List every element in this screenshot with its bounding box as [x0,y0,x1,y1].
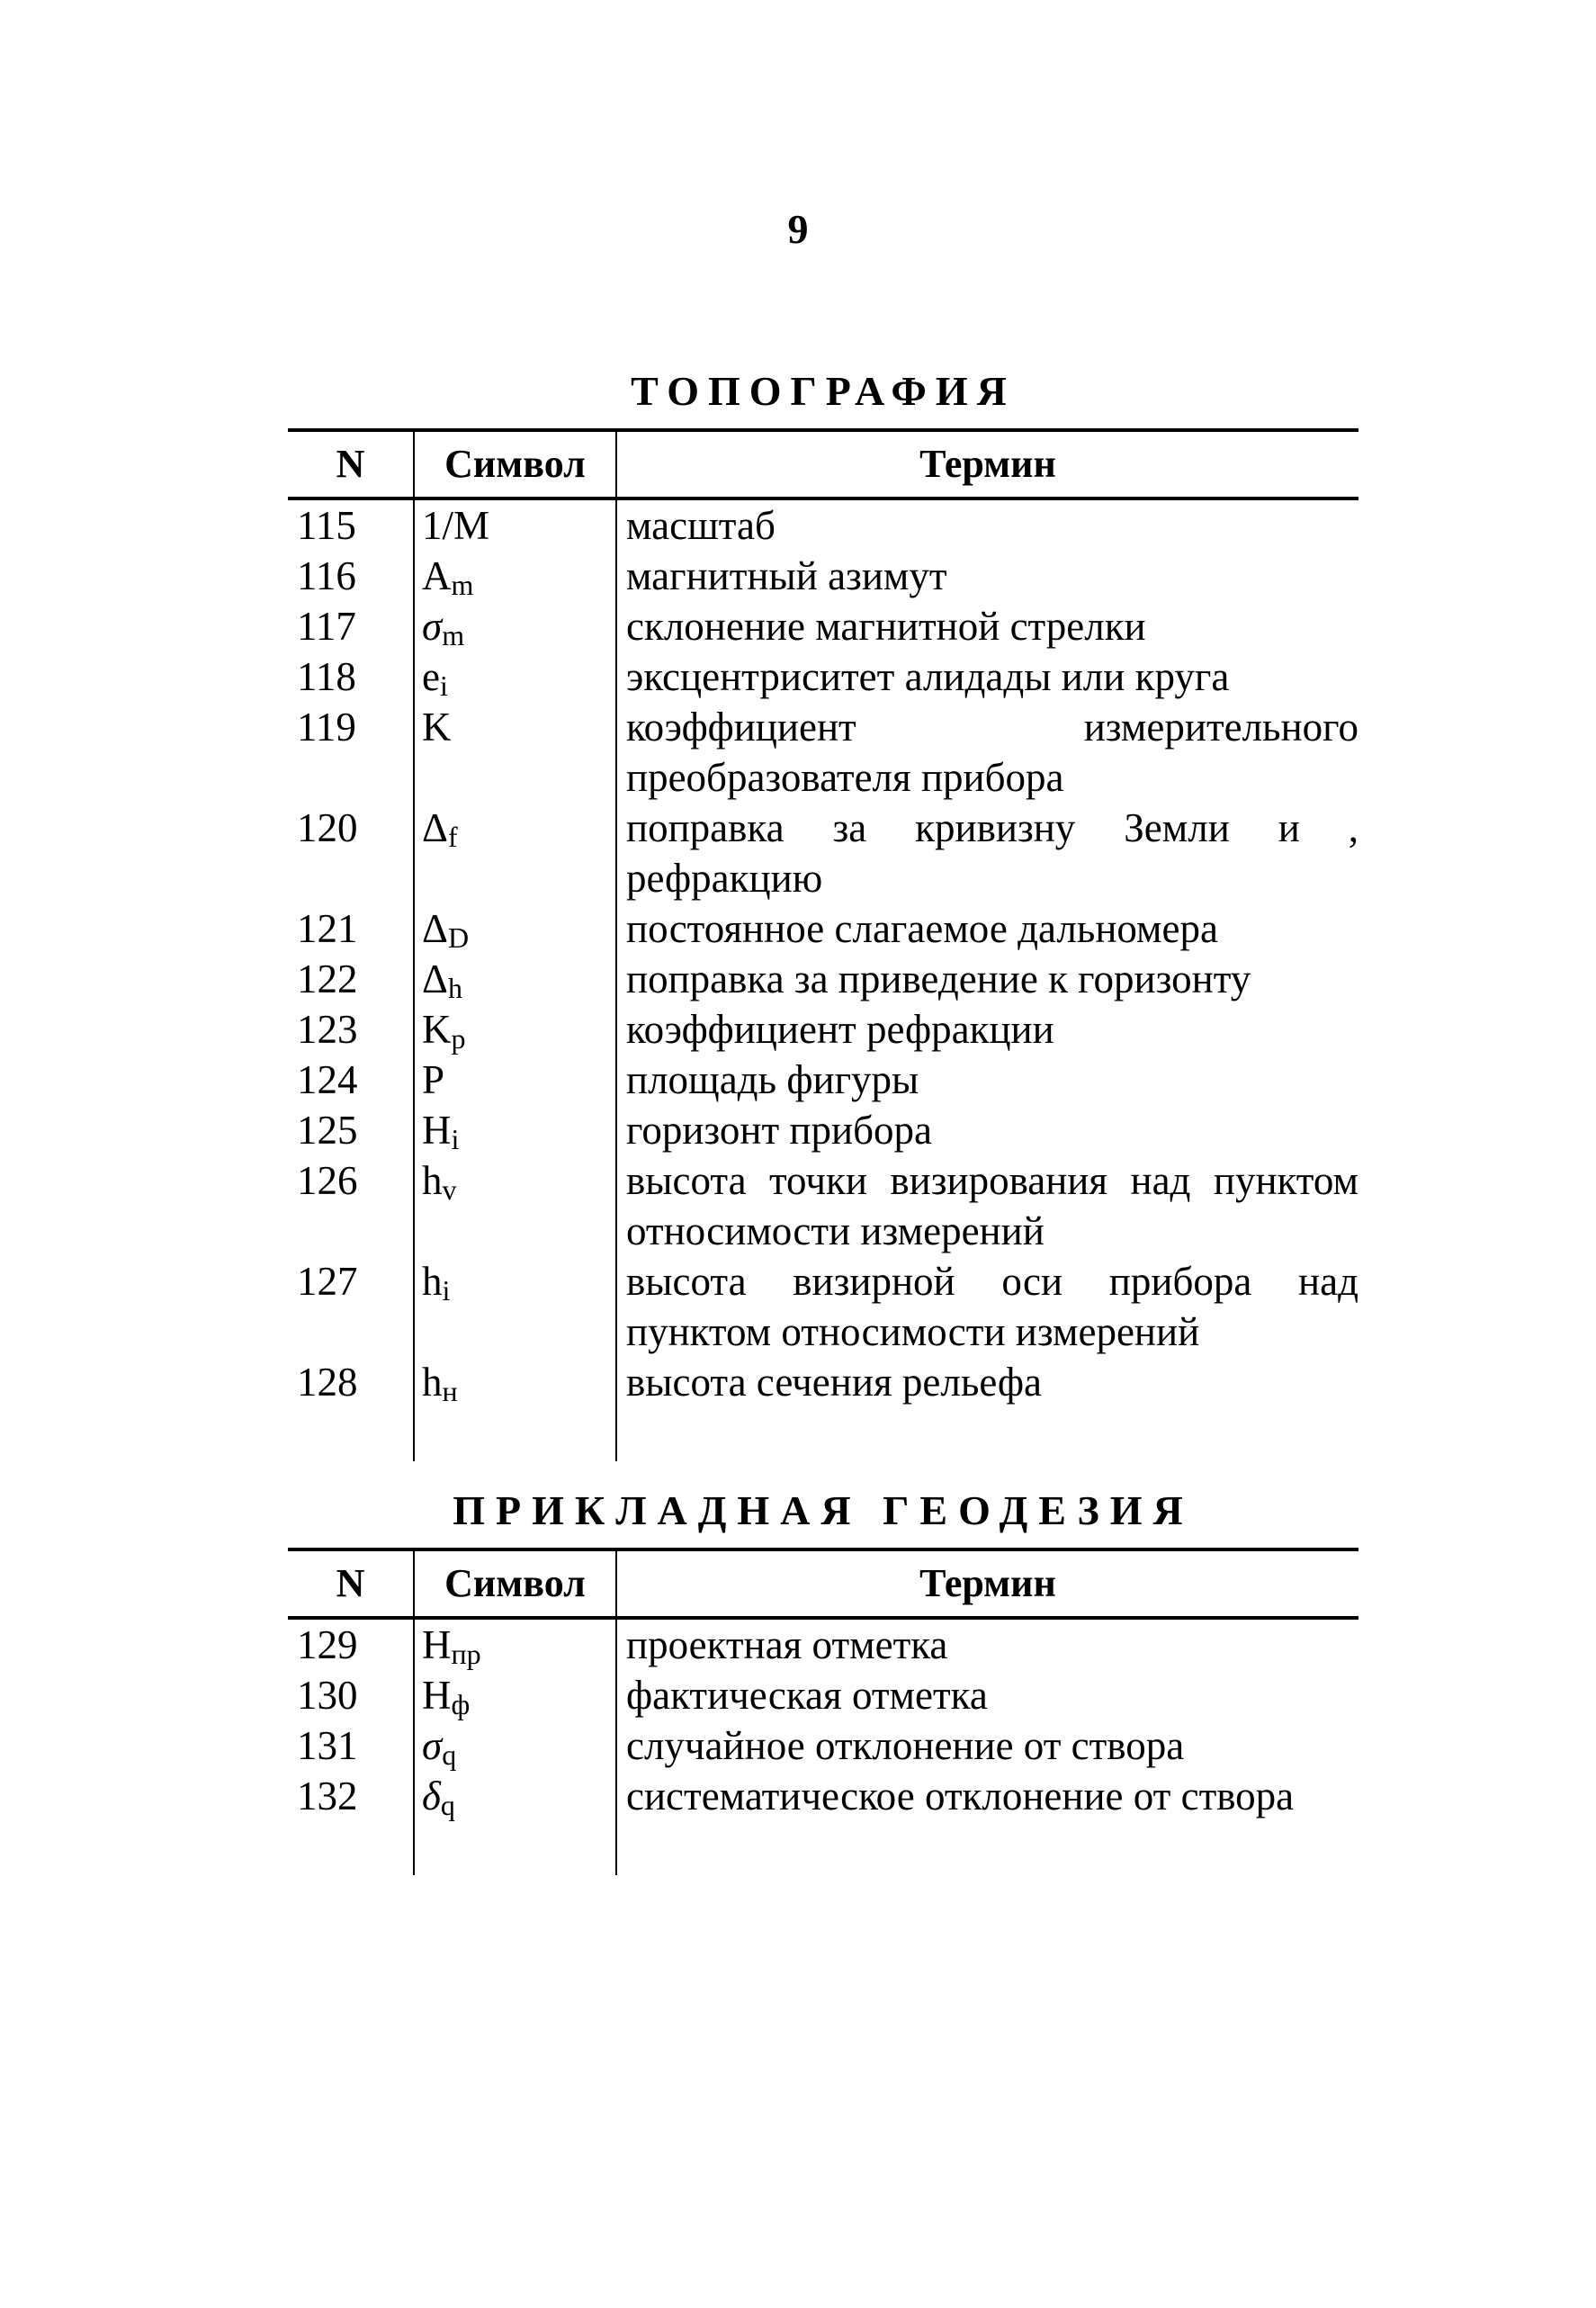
row-number: 116 [297,553,356,598]
symbol-subscript: f [447,821,458,853]
row-number: 120 [297,805,358,850]
column-header-number: N [336,442,365,486]
symbol-main: H [422,1673,452,1718]
table-row [288,1720,1358,1771]
row-term: масштаб [616,498,1358,551]
applied-geodesy-symbols-table [288,1548,1358,1875]
symbol-main: H [422,1622,452,1667]
symbol-subscript: h [447,972,462,1004]
row-term: площадь фигуры [616,1055,1358,1105]
table-row [288,651,1358,702]
spacer-cell [288,1407,414,1461]
section-title-topography: ТОПОГРАФИЯ [631,368,1016,414]
symbol-subscript: m [451,569,474,601]
row-number: 131 [297,1723,358,1768]
symbol-main: H [422,1108,452,1153]
table-row [288,1105,1358,1155]
table-row [288,1771,1358,1821]
row-number: 127 [297,1259,358,1304]
row-symbol [414,551,616,601]
row-symbol [414,1357,616,1407]
table-spacer-row [288,1407,1358,1461]
symbol-main: h [422,1158,443,1203]
table-row [288,1055,1358,1105]
row-term: случайное отклонение от створа [616,1720,1358,1771]
row-term: высота сечения рельефа [616,1357,1358,1407]
row-term: эксцентриситет алидады или круга [616,651,1358,702]
column-header-term: Термин [616,1549,1358,1618]
row-term: склонение магнитной стрелки [616,601,1358,651]
row-term: коэффициент рефракции [616,1004,1358,1055]
row-symbol [414,1055,616,1105]
topography-symbols-table [288,428,1358,1461]
table-row [288,1670,1358,1720]
row-term: проектная отметка [616,1618,1358,1670]
row-number: 126 [297,1158,358,1203]
row-symbol [414,1004,616,1055]
symbol-subscript: ф [451,1688,471,1720]
symbol-main: Δ [422,805,448,850]
row-symbol [414,1618,616,1670]
table-row [288,1357,1358,1407]
symbol-main: h [422,1259,443,1304]
spacer-cell [616,1407,1358,1461]
row-symbol [414,1771,616,1821]
symbol-main: P [422,1057,445,1102]
table-row [288,498,1358,551]
symbol-subscript: D [447,921,470,954]
row-number: 121 [297,906,358,951]
row-term: поправка за приведение к горизонту [616,954,1358,1004]
row-number: 118 [297,654,356,699]
table-row [288,601,1358,651]
row-number: 122 [297,956,358,1001]
column-header-symbol: Символ [414,430,616,498]
table-row [288,803,1358,903]
symbol-main: σ [422,1723,443,1768]
row-symbol [414,601,616,651]
symbol-subscript: i [439,669,448,702]
symbol-subscript: q [440,1789,455,1821]
row-term: высота визирной оси прибора над пунктом относимости измерений [616,1256,1358,1357]
symbol-subscript: v [442,1173,457,1206]
row-symbol [414,1155,616,1256]
row-term: магнитный азимут [616,551,1358,601]
symbol-main: h [422,1360,443,1405]
row-symbol [414,651,616,702]
table-header-row [288,430,1358,498]
row-symbol [414,803,616,903]
row-symbol [414,1256,616,1357]
column-header-term: Термин [616,430,1358,498]
row-symbol [414,1720,616,1771]
row-number: 119 [297,705,356,750]
row-term: фактическая отметка [616,1670,1358,1720]
table-row [288,1004,1358,1055]
row-number: 128 [297,1360,358,1405]
symbol-main: σ [422,604,443,649]
row-symbol [414,1105,616,1155]
row-number: 115 [297,503,356,548]
table-header-row [288,1549,1358,1618]
row-term: высота точки визирования над пунктом относимости измерений [616,1155,1358,1256]
symbol-subscript: i [451,1123,460,1155]
symbol-main: Δ [422,906,448,951]
table-spacer-row [288,1821,1358,1875]
table-row [288,1618,1358,1670]
symbol-main: Δ [422,956,448,1001]
symbol-subscript: н [442,1375,458,1407]
row-symbol [414,954,616,1004]
row-symbol [414,498,616,551]
spacer-cell [414,1407,616,1461]
row-number: 123 [297,1007,358,1052]
table-row [288,1155,1358,1256]
row-symbol [414,1670,616,1720]
symbol-main: K [422,705,452,750]
row-term: постоянное слагаемое дальномера [616,903,1358,954]
row-number: 117 [297,604,356,649]
table-row [288,903,1358,954]
table-row [288,1256,1358,1357]
table-row [288,551,1358,601]
table-row [288,702,1358,803]
row-symbol [414,702,616,803]
column-header-number: N [336,1561,365,1605]
section-title-applied-geodesy: ПРИКЛАДНАЯ ГЕОДЕЗИЯ [453,1487,1194,1533]
spacer-cell [288,1821,414,1875]
row-term: коэффициент измерительного преобразователя прибора [616,702,1358,803]
row-term: поправка за кривизну Земли и , рефракцию [616,803,1358,903]
row-symbol [414,903,616,954]
symbol-subscript: p [451,1022,466,1055]
row-number: 124 [297,1057,358,1102]
symbol-subscript: пр [451,1638,481,1670]
column-header-symbol: Символ [414,1549,616,1618]
symbol-main: δ [422,1774,441,1819]
row-number: 125 [297,1108,358,1153]
spacer-cell [414,1821,616,1875]
symbol-main: K [422,1007,452,1052]
symbol-main: A [422,553,452,598]
spacer-cell [616,1821,1358,1875]
symbol-main: e [422,654,440,699]
row-number: 132 [297,1774,358,1819]
row-term: систематическое отклонение от створа [616,1771,1358,1821]
table-row [288,954,1358,1004]
row-number: 129 [297,1622,358,1667]
symbol-main: 1/M [422,503,490,548]
row-term: горизонт прибора [616,1105,1358,1155]
page-number: 9 [787,206,809,252]
row-number: 130 [297,1673,358,1718]
symbol-subscript: q [442,1738,457,1771]
symbol-subscript: m [442,619,465,651]
symbol-subscript: i [442,1274,451,1307]
